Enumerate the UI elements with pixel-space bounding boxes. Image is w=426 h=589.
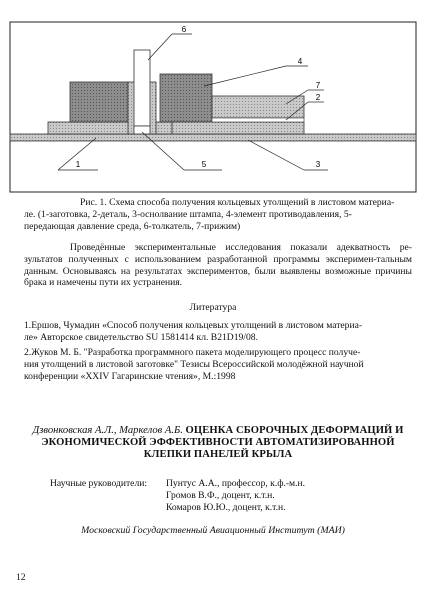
supervisors-label: Научные руководители: [50,478,148,489]
article-title-block [20,425,416,462]
reference-1-line-1: 1.Ершов, Чумадин «Способ получения кольцевых утолщений в листовом материа- [24,320,363,331]
figure-die-schematic [8,20,420,198]
supervisors-block [50,478,305,514]
page-number: 12 [16,572,26,583]
callout-3: 3 [315,160,321,169]
literature-heading: Литература [189,302,237,313]
article-title-line-3: КЛЕПКИ ПАНЕЛЕЙ КРЫЛА [143,449,293,461]
callout-6: 6 [181,25,187,34]
institution: Московский Государственный Авиационный Институт (МАИ) [81,525,345,536]
counter-pressure-element [160,74,212,122]
part-right [212,96,304,118]
reference-1-line-2: ле» Авторское свидетельство SU 1581414 кл. B21D19/08. [24,331,258,343]
article-title-line-1: ОЦЕНКА СБОРОЧНЫХ ДЕФОРМАЦИЙ И [185,425,404,436]
callout-4: 4 [297,57,303,66]
callout-1: 1 [75,160,81,169]
reference-2-line-3: конференции «XXIV Гагаринские чтения», М.:1998 [24,370,236,382]
caption-line-3: передающая давление среда, 6-толкатель, 7-прижим) [24,221,241,232]
article-title-line-2: ЭКОНОМИЧЕСКОЙ ЭФФЕКТИВНОСТИ АВТОМАТИЗИРОВАННОЙ [41,437,395,449]
pusher [134,50,150,126]
supervisor-2: Громов В.Ф., доцент, к.т.н. [166,490,275,501]
caption-line-1: Рис. 1. Схема способа получения кольцевых утолщений в листовом материа- [80,197,395,208]
callout-7: 7 [315,81,321,90]
callout-5: 5 [201,160,207,169]
figure-caption [24,197,412,233]
article-authors: Дзвонковская А.Л., Маркелов А.Б. [32,425,183,436]
supervisor-1: Пунтус А.А., профессор, к.ф.-м.н. [166,478,306,489]
body-paragraph: Проведённые экспериментальные исследования показали адекватность ре-зультатов полученных с использованием разработанной программы эксперимен-тальным данным. Основываясь на результатах экспериментов, были выявлены возможные причины брака и намечены пути их устранения. [24,242,412,289]
gap-right [212,118,304,122]
supervisor-3: Комаров Ю.Ю., доцент, к.т.н. [166,502,286,513]
pressure-medium [134,126,150,134]
die-base [10,134,416,141]
reference-2-line-2: ния утолщений в листовой заготовке" Тезисы Всероссийской молодёжной научной [24,358,364,370]
callout-2: 2 [315,93,321,102]
reference-1 [24,320,414,344]
clamp-left [70,82,128,122]
reference-2 [24,347,414,382]
caption-line-2: ле. (1-заготовка, 2-деталь, 3-оснолвание штампа, 4-элемент противодавления, 5- [24,209,352,220]
reference-2-line-1: 2.Жуков М. Б. "Разработка программного пакета моделирующего процесс получе- [24,347,361,358]
blank-right [172,122,304,134]
